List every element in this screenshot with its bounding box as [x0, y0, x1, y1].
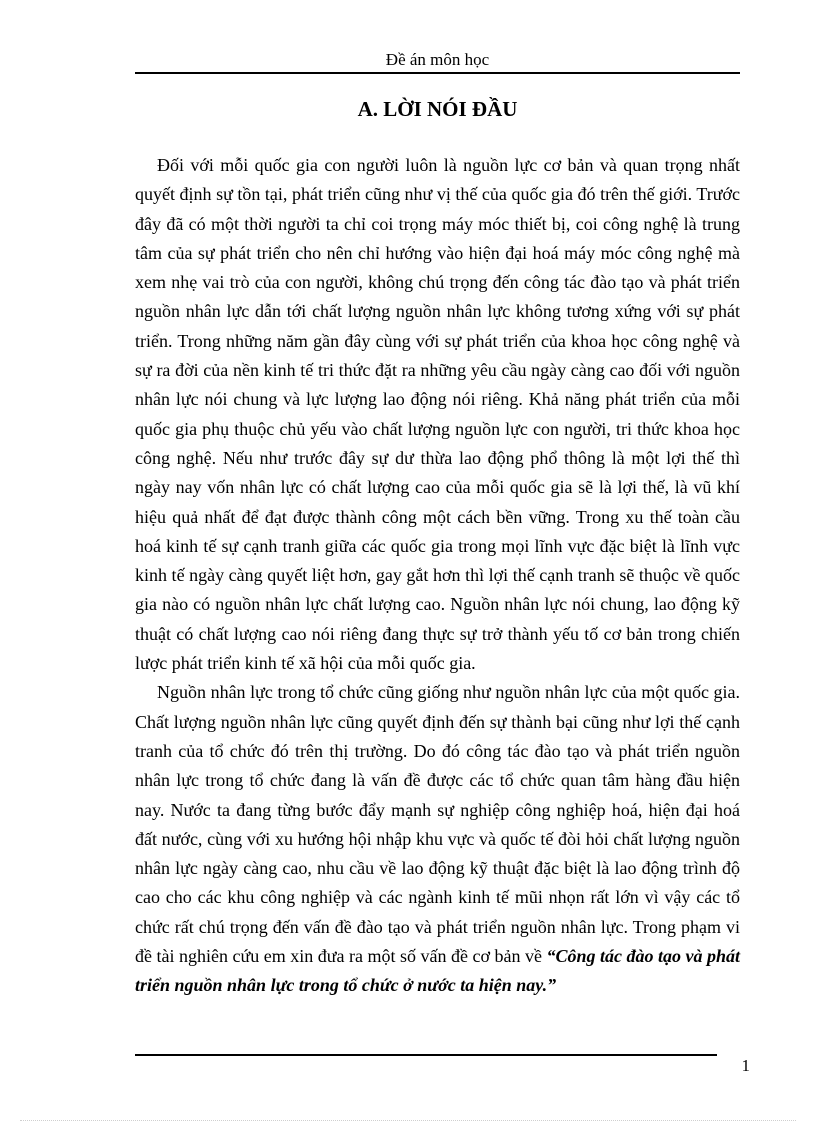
paragraph-2-text: Nguồn nhân lực trong tổ chức cũng giống như nguồn nhân lực của một quốc gia. Chất lượng nguồn nhân lực cũng quyết định đến sự thành bại cũng như lợi thế cạnh tranh của tổ chức đó trên thị trường. Do đó công tác đào tạo và phát triển nguồn nhân lực trong tổ chức đang là vấn đề được các tổ chức quan tâm hàng đầu hiện nay. Nước ta đang từng bước đẩy mạnh sự nghiệp công nghiệp hoá, hiện đại hoá đất nước, cùng với xu hướng hội nhập khu vực và quốc tế đòi hỏi chất lượng nguồn nhân lực ngày càng cao, nhu cầu về lao động kỹ thuật đặc biệt là lao động trình độ cao cho các khu công nghiệp và các ngành kinh tế mũi nhọn rất lớn vì vậy các tổ chức rất chú trọng đến vấn đề đào tạo và phát triển nguồn nhân lực. Trong phạm vi đề tài nghiên cứu em xin đưa ra một số vấn đề cơ bản về	[135, 682, 740, 967]
paragraph-1-text: Đối với mỗi quốc gia con người luôn là nguồn lực cơ bản và quan trọng nhất quyết định sự tồn tại, phát triển cũng như vị thế của quốc gia đó trên thế giới. Trước đây đã có một thời người ta chỉ coi trọng máy móc thiết bị, coi công nghệ là trung tâm của sự phát triển cho nên chỉ hướng vào hiện đại hoá máy móc công nghệ mà xem nhẹ vai trò của con người, không chú trọng đến công tác đào tạo và phát triển nguồn nhân lực dẫn tới chất lượng nguồn nhân lực không tương xứng với sự phát triển. Trong những năm gần đây cùng với sự phát triển của khoa học công nghệ và sự ra đời của nền kinh tế tri thức đặt ra những yêu cầu ngày càng cao đối với nguồn nhân lực nói chung và lực lượng lao động nói riêng. Khả năng phát triển của mỗi quốc gia phụ thuộc chủ yếu vào chất lượng nguồn lực con người, tri thức khoa học công nghệ. Nếu như trước đây sự dư thừa lao động phổ thông là một lợi thế thì ngày nay vốn nhân lực có chất lượng cao của mỗi quốc gia sẽ là lợi thế, là vũ khí hiệu quả nhất để đạt được thành công một cách bền vững. Trong xu thế toàn cầu hoá kinh tế sự cạnh tranh giữa các quốc gia trong mọi lĩnh vực đặc biệt là lĩnh vực kinh tế ngày càng quyết liệt hơn, gay gắt hơn thì lợi thế cạnh tranh sẽ thuộc về quốc gia nào có nguồn nhân lực chất lượng cao. Nguồn nhân lực nói chung, lao động kỹ thuật có chất lượng cao nói riêng đang thực sự trở thành yếu tố cơ bản trong chiến lược phát triển kinh tế xã hội của mỗi quốc gia.	[135, 155, 740, 674]
document-body	[135, 151, 740, 1001]
page-header: Đề án môn học	[385, 50, 490, 69]
footer-divider	[135, 1054, 717, 1056]
topic-emphasis: “Công tác đào tạo và phát triển nguồn nhân lực trong tổ chức ở nước ta hiện nay.”	[135, 946, 740, 996]
header-divider	[135, 72, 740, 74]
page-number: 1	[741, 1056, 750, 1075]
page-edge-divider	[20, 1120, 796, 1121]
paragraph-2	[135, 678, 740, 1000]
paragraph-1	[135, 151, 740, 678]
section-title: A. LỜI NÓI ĐẦU	[357, 97, 518, 121]
